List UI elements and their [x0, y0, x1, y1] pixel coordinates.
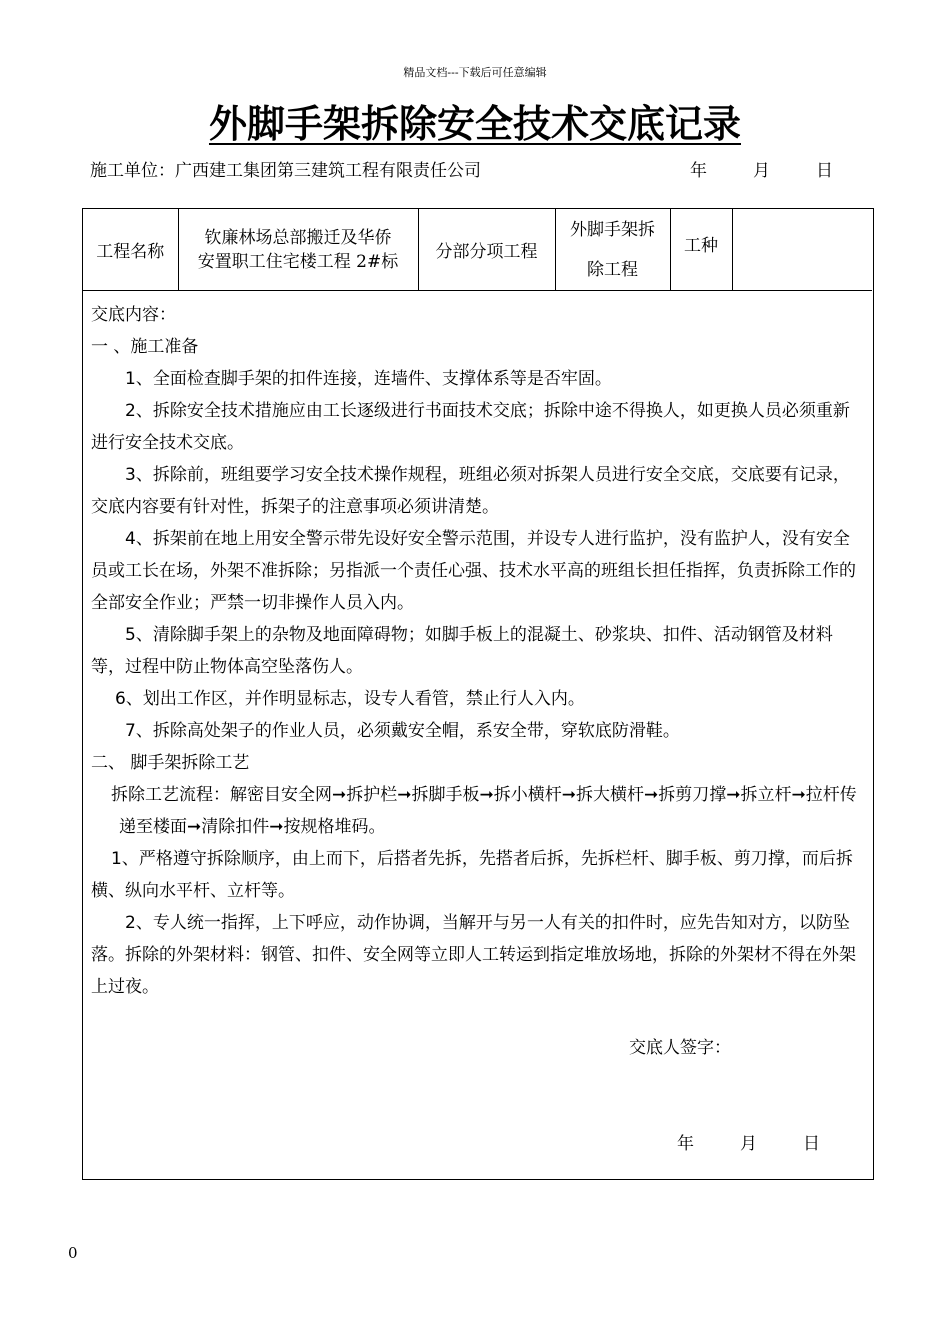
paragraph-1: 1、全面检查脚手架的扣件连接，连墙件、支撑体系等是否牢固。 — [125, 369, 612, 389]
signature-label: 交底人签字： — [629, 1038, 731, 1058]
header-note: 精品文档---下载后可任意编辑 — [403, 66, 547, 79]
project-name-line2: 安置职工住宅楼工程 2#标 — [197, 251, 399, 272]
sign-date-month: 月 — [740, 1134, 757, 1154]
trade-value — [732, 209, 872, 291]
paragraph-7: 7、拆除高处架子的作业人员，必须戴安全帽，系安全带，穿软底防滑鞋。 — [125, 721, 680, 741]
content-intro: 交底内容： — [91, 305, 176, 325]
page-number: 0 — [68, 1244, 78, 1262]
date-year: 年 — [690, 161, 707, 181]
trade-label: 工种 — [670, 209, 732, 291]
construction-unit: 施工单位：广西建工集团第三建筑工程有限责任公司 — [90, 161, 481, 181]
project-name-value — [178, 209, 418, 291]
process-item-2: 2、专人统一指挥，上下呼应，动作协调，当解开与另一人有关的扣件时，应先告知对方，以防坠落。拆除的外架材料：钢管、扣件、安全网等立即人工转运到指定堆放场地，拆除的外架材不得在外架上过夜。 — [91, 913, 856, 997]
disclosure-content — [91, 299, 866, 1003]
signature-date — [677, 1129, 820, 1154]
project-name-label: 工程名称 — [83, 209, 178, 291]
construction-unit-line — [90, 158, 850, 184]
section-preparation: 一 、施工准备 — [91, 337, 199, 357]
project-info-table — [83, 209, 872, 291]
paragraph-4: 4、拆架前在地上用安全警示带先设好安全警示范围，并设专人进行监护，没有监护人，没有安全员或工长在场，外架不准拆除；另指派一个责任心强、技术水平高的班组长担任指挥，负责拆除工作的全部安全作业；严禁一切非操作人员入内。 — [91, 529, 856, 613]
document-title — [0, 96, 950, 152]
sign-date-year: 年 — [677, 1134, 694, 1154]
record-frame — [82, 208, 874, 1180]
date-month: 月 — [753, 161, 770, 181]
sub-item-line2: 除工程 — [587, 259, 638, 280]
sign-date-day: 日 — [803, 1134, 820, 1154]
paragraph-2: 2、拆除安全技术措施应由工长逐级进行书面技术交底；拆除中途不得换人，如更换人员必须重新进行安全技术交底。 — [91, 401, 850, 453]
date-day: 日 — [816, 161, 833, 181]
sub-item-line1: 外脚手架拆 — [570, 219, 655, 240]
process-flow: 拆除工艺流程：解密目安全网➞拆护栏➞拆脚手板➞拆小横杆➞拆大横杆➞拆剪刀撑➞拆立杆➞拉杆传递至楼面➞清除扣件➞按规格堆码。 — [111, 785, 857, 837]
paragraph-3: 3、拆除前，班组要学习安全技术操作规程，班组必须对拆架人员进行安全交底，交底要有记录，交底内容要有针对性，拆架子的注意事项必须讲清楚。 — [91, 465, 850, 517]
header-date — [690, 158, 833, 184]
section-dismantling-process: 二、 脚手架拆除工艺 — [91, 753, 250, 773]
paragraph-6: 6、划出工作区，并作明显标志，设专人看管，禁止行人入内。 — [115, 689, 585, 709]
document-title-text: 外脚手架拆除安全技术交底记录 — [208, 101, 741, 146]
paragraph-5: 5、清除脚手架上的杂物及地面障碍物；如脚手板上的混凝土、砂浆块、扣件、活动钢管及材料等，过程中防止物体高空坠落伤人。 — [91, 625, 833, 677]
sub-item-value — [555, 209, 670, 291]
project-name-line1: 钦廉林场总部搬迁及华侨 — [204, 227, 392, 248]
sub-item-label: 分部分项工程 — [418, 209, 555, 291]
process-item-1: 1、严格遵守拆除顺序，由上而下，后搭者先拆，先搭者后拆，先拆栏杆、脚手板、剪刀撑，而后拆横、纵向水平杆、立杆等。 — [91, 849, 853, 901]
